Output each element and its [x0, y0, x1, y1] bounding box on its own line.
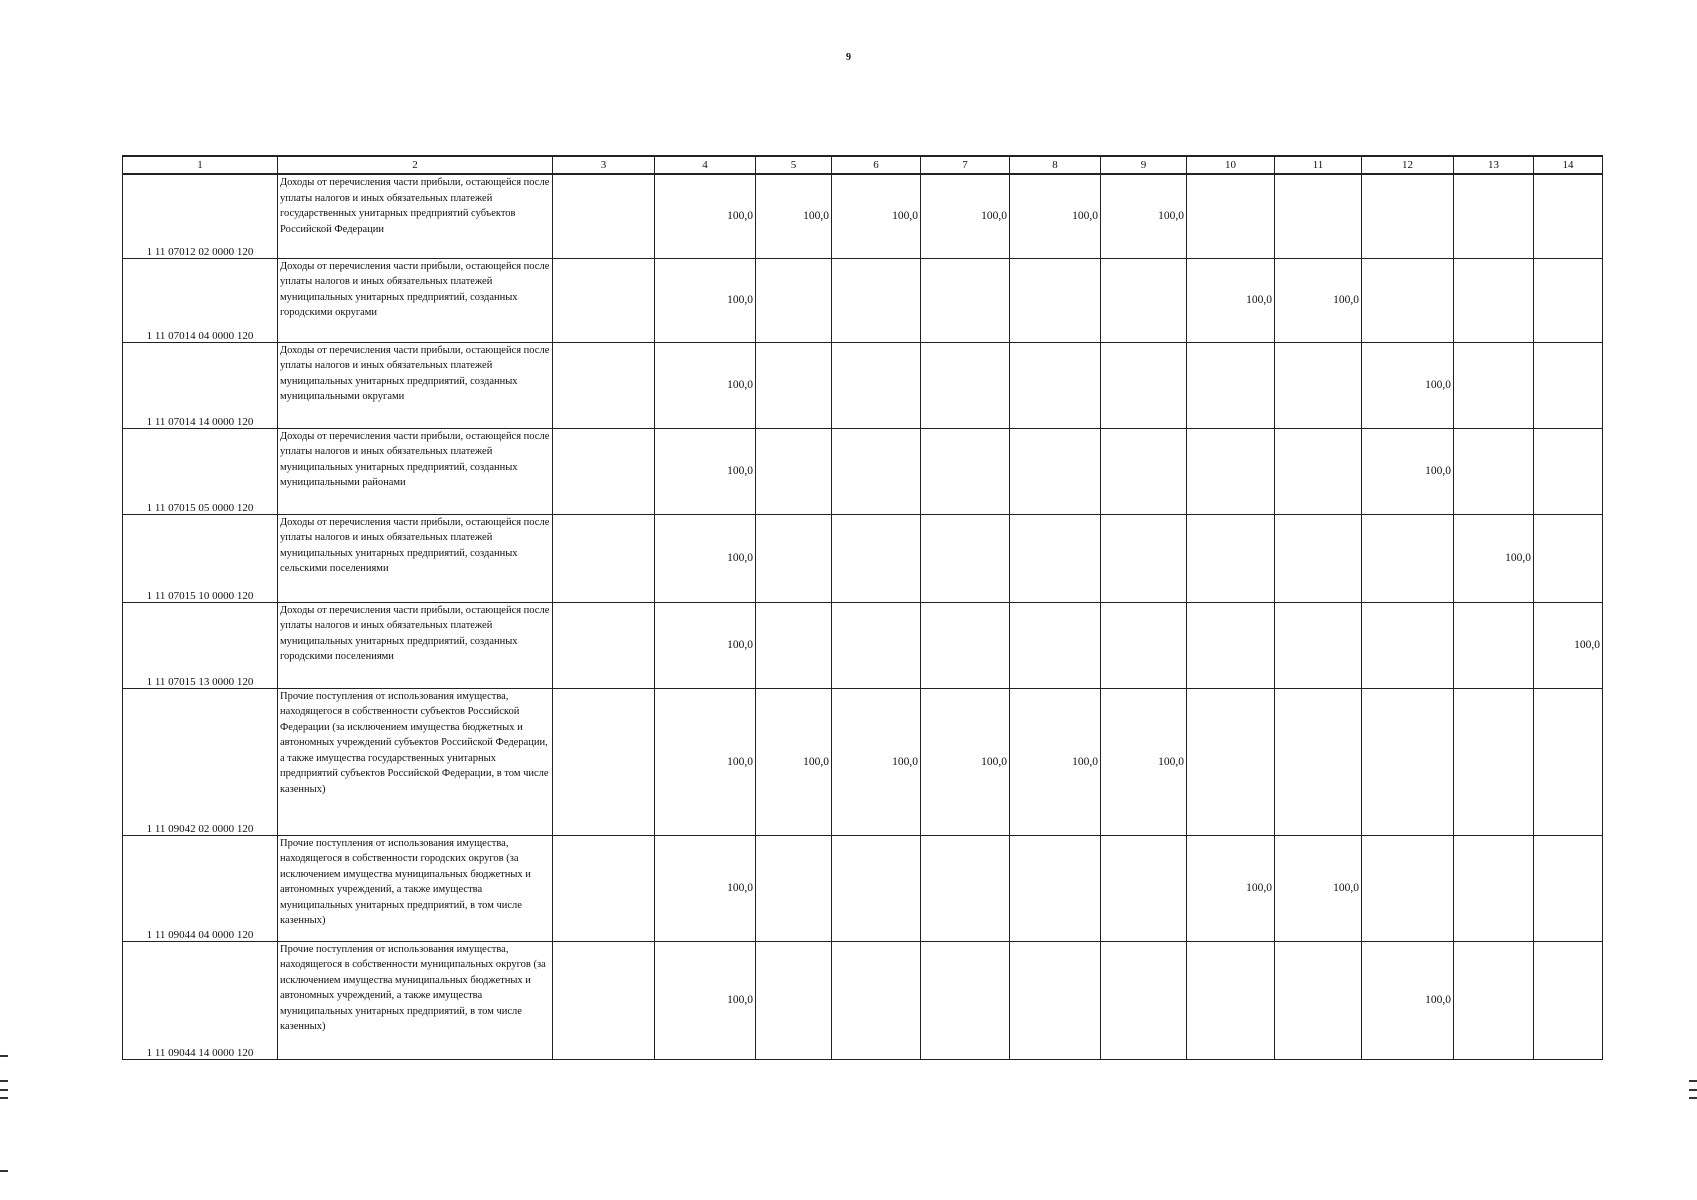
value-cell [1187, 941, 1275, 1059]
value-cell [1534, 174, 1603, 258]
value-cell: 100,0 [655, 835, 756, 941]
budget-code-cell: 1 11 09044 14 0000 120 [123, 941, 278, 1059]
value-cell [1187, 514, 1275, 602]
value-cell [1187, 174, 1275, 258]
value-cell [1275, 174, 1362, 258]
value-cell [756, 941, 832, 1059]
value-cell [1362, 688, 1454, 835]
value-cell [1454, 428, 1534, 514]
value-cell [756, 602, 832, 688]
column-header: 10 [1187, 156, 1275, 174]
value-cell: 100,0 [1275, 835, 1362, 941]
table-row [123, 514, 1603, 602]
value-cell [1362, 258, 1454, 342]
value-cell [553, 428, 655, 514]
column-header: 4 [655, 156, 756, 174]
value-cell [1362, 835, 1454, 941]
value-cell [1362, 602, 1454, 688]
value-cell [1187, 342, 1275, 428]
value-cell: 100,0 [1362, 342, 1454, 428]
table-row [123, 174, 1603, 258]
revenue-table [122, 155, 1603, 1060]
value-cell [921, 835, 1010, 941]
value-cell: 100,0 [1101, 174, 1187, 258]
value-cell [1101, 941, 1187, 1059]
value-cell: 100,0 [921, 688, 1010, 835]
column-header: 8 [1010, 156, 1101, 174]
value-cell [756, 428, 832, 514]
value-cell [1010, 835, 1101, 941]
value-cell [1534, 688, 1603, 835]
value-cell [921, 428, 1010, 514]
value-cell [1010, 602, 1101, 688]
value-cell: 100,0 [921, 174, 1010, 258]
margin-mark [1689, 1097, 1697, 1099]
revenue-name-cell: Прочие поступления от использования имущества, находящегося в собственности городских округов (за исключением имущества муниципальных бюджетных и автономных учреждений, а также имущества муниципальных унитарных предприятий, в том числе казенных) [278, 835, 553, 941]
margin-mark [0, 1080, 8, 1082]
value-cell [1101, 602, 1187, 688]
value-cell [832, 342, 921, 428]
budget-code-cell: 1 11 09044 04 0000 120 [123, 835, 278, 941]
value-cell [553, 174, 655, 258]
value-cell [1534, 514, 1603, 602]
revenue-name-cell: Доходы от перечисления части прибыли, остающейся после уплаты налогов и иных обязательных платежей муниципальных унитарных предприятий, созданных городскими округами [278, 258, 553, 342]
value-cell: 100,0 [832, 174, 921, 258]
value-cell [553, 602, 655, 688]
column-header: 13 [1454, 156, 1534, 174]
value-cell: 100,0 [1101, 688, 1187, 835]
value-cell [553, 342, 655, 428]
value-cell: 100,0 [756, 688, 832, 835]
value-cell [1101, 428, 1187, 514]
revenue-name-cell: Доходы от перечисления части прибыли, остающейся после уплаты налогов и иных обязательных платежей муниципальных унитарных предприятий, созданных городскими поселениями [278, 602, 553, 688]
value-cell: 100,0 [1362, 428, 1454, 514]
value-cell: 100,0 [756, 174, 832, 258]
revenue-name-cell: Прочие поступления от использования имущества, находящегося в собственности субъектов Российской Федерации (за исключением имущества бюджетных и автономных учреждений субъектов Российской Федерации, а также имущества государственных унитарных предприятий субъектов Российской Федерации, в том числе казенных) [278, 688, 553, 835]
table-row [123, 342, 1603, 428]
value-cell [1010, 941, 1101, 1059]
value-cell [1534, 941, 1603, 1059]
value-cell [553, 514, 655, 602]
page-number: 9 [846, 52, 851, 63]
budget-code-cell: 1 11 07015 05 0000 120 [123, 428, 278, 514]
value-cell: 100,0 [655, 941, 756, 1059]
value-cell [553, 941, 655, 1059]
value-cell [1454, 835, 1534, 941]
value-cell [1275, 342, 1362, 428]
column-header: 14 [1534, 156, 1603, 174]
value-cell [1362, 174, 1454, 258]
value-cell [1187, 688, 1275, 835]
value-cell: 100,0 [1454, 514, 1534, 602]
value-cell [1454, 342, 1534, 428]
value-cell [1275, 688, 1362, 835]
value-cell [756, 835, 832, 941]
budget-code-cell: 1 11 07015 13 0000 120 [123, 602, 278, 688]
value-cell [921, 514, 1010, 602]
column-header: 1 [123, 156, 278, 174]
table-row [123, 602, 1603, 688]
value-cell: 100,0 [1534, 602, 1603, 688]
value-cell [1275, 514, 1362, 602]
value-cell [1275, 428, 1362, 514]
value-cell [1534, 342, 1603, 428]
budget-code-cell: 1 11 07014 14 0000 120 [123, 342, 278, 428]
table-row [123, 941, 1603, 1059]
value-cell [832, 258, 921, 342]
value-cell [1454, 174, 1534, 258]
value-cell [1454, 602, 1534, 688]
value-cell [832, 602, 921, 688]
revenue-name-cell: Доходы от перечисления части прибыли, остающейся после уплаты налогов и иных обязательных платежей муниципальных унитарных предприятий, созданных муниципальными округами [278, 342, 553, 428]
value-cell: 100,0 [655, 688, 756, 835]
margin-mark [0, 1170, 8, 1172]
revenue-name-cell: Доходы от перечисления части прибыли, остающейся после уплаты налогов и иных обязательных платежей государственных унитарных предприятий субъектов Российской Федерации [278, 174, 553, 258]
budget-code-cell: 1 11 07014 04 0000 120 [123, 258, 278, 342]
value-cell [1010, 342, 1101, 428]
revenue-name-cell: Прочие поступления от использования имущества, находящегося в собственности муниципальных округов (за исключением имущества муниципальных бюджетных и автономных учреждений, а также имущества муниципальных унитарных предприятий, в том числе казенных) [278, 941, 553, 1059]
column-header: 9 [1101, 156, 1187, 174]
value-cell: 100,0 [1362, 941, 1454, 1059]
revenue-name-cell: Доходы от перечисления части прибыли, остающейся после уплаты налогов и иных обязательных платежей муниципальных унитарных предприятий, созданных муниципальными районами [278, 428, 553, 514]
value-cell [1010, 514, 1101, 602]
value-cell [832, 835, 921, 941]
margin-mark [1689, 1080, 1697, 1082]
value-cell [1101, 258, 1187, 342]
budget-code-cell: 1 11 09042 02 0000 120 [123, 688, 278, 835]
value-cell [1534, 835, 1603, 941]
column-header: 6 [832, 156, 921, 174]
value-cell: 100,0 [655, 428, 756, 514]
value-cell [1010, 428, 1101, 514]
value-cell: 100,0 [655, 514, 756, 602]
table-row [123, 428, 1603, 514]
value-cell [756, 258, 832, 342]
value-cell: 100,0 [1275, 258, 1362, 342]
value-cell [1187, 428, 1275, 514]
value-cell [1010, 258, 1101, 342]
column-header: 5 [756, 156, 832, 174]
value-cell [832, 941, 921, 1059]
header-row [123, 156, 1603, 174]
column-header: 11 [1275, 156, 1362, 174]
value-cell [1187, 602, 1275, 688]
table-row [123, 835, 1603, 941]
value-cell [1534, 258, 1603, 342]
value-cell [1275, 602, 1362, 688]
value-cell: 100,0 [655, 342, 756, 428]
table-row [123, 258, 1603, 342]
value-cell: 100,0 [655, 174, 756, 258]
table-row [123, 688, 1603, 835]
value-cell [756, 342, 832, 428]
column-header: 3 [553, 156, 655, 174]
column-header: 12 [1362, 156, 1454, 174]
column-header: 2 [278, 156, 553, 174]
value-cell [553, 835, 655, 941]
value-cell: 100,0 [655, 602, 756, 688]
margin-mark [0, 1055, 8, 1057]
column-header: 7 [921, 156, 1010, 174]
value-cell: 100,0 [832, 688, 921, 835]
value-cell [1101, 835, 1187, 941]
value-cell: 100,0 [1010, 174, 1101, 258]
revenue-name-cell: Доходы от перечисления части прибыли, остающейся после уплаты налогов и иных обязательных платежей муниципальных унитарных предприятий, созданных сельскими поселениями [278, 514, 553, 602]
value-cell [1454, 941, 1534, 1059]
value-cell: 100,0 [1187, 258, 1275, 342]
value-cell [1275, 941, 1362, 1059]
value-cell [921, 342, 1010, 428]
value-cell [832, 428, 921, 514]
value-cell [921, 941, 1010, 1059]
value-cell [832, 514, 921, 602]
value-cell: 100,0 [655, 258, 756, 342]
value-cell [553, 688, 655, 835]
margin-mark [1689, 1089, 1697, 1091]
value-cell [1362, 514, 1454, 602]
value-cell [921, 602, 1010, 688]
value-cell [756, 514, 832, 602]
value-cell [1534, 428, 1603, 514]
value-cell [1454, 258, 1534, 342]
value-cell: 100,0 [1010, 688, 1101, 835]
budget-code-cell: 1 11 07012 02 0000 120 [123, 174, 278, 258]
margin-mark [0, 1097, 8, 1099]
budget-code-cell: 1 11 07015 10 0000 120 [123, 514, 278, 602]
value-cell [553, 258, 655, 342]
value-cell [1454, 688, 1534, 835]
value-cell [1101, 514, 1187, 602]
margin-mark [0, 1089, 8, 1091]
value-cell [1101, 342, 1187, 428]
value-cell [921, 258, 1010, 342]
value-cell: 100,0 [1187, 835, 1275, 941]
